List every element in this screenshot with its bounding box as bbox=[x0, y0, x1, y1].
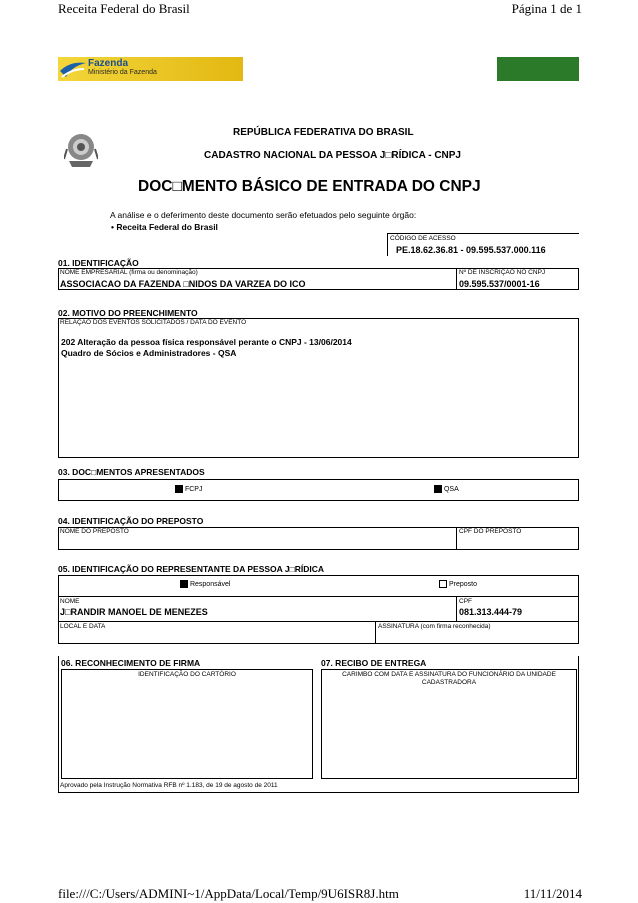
rep-name-label: NOME bbox=[60, 598, 80, 605]
fcpj-label: FCPJ bbox=[184, 485, 203, 493]
preposto-name-label: NOME DO PREPOSTO bbox=[60, 528, 129, 535]
receipt-label-2: CADASTRADORA bbox=[421, 679, 477, 686]
access-code-value: PE.18.62.36.81 - 09.595.537.000.116 bbox=[396, 245, 546, 255]
section-02-title: 02. MOTIVO DO PREENCHIMENTO bbox=[58, 308, 198, 318]
section-05-hline-1 bbox=[59, 596, 578, 597]
section-03-box bbox=[58, 479, 579, 501]
rep-cpf-value: 081.313.444-79 bbox=[459, 607, 523, 617]
section-02-box bbox=[58, 318, 579, 458]
doc-option-qsa bbox=[434, 485, 459, 493]
section-01-box bbox=[58, 268, 579, 290]
notary-box bbox=[61, 669, 313, 779]
cnpj-title: CADASTRO NACIONAL DA PESSOA J□RÍDICA - CNPJ bbox=[204, 150, 461, 161]
company-name-value: ASSOCIACAO DA FAZENDA □NIDOS DA VARZEA DO ICO bbox=[60, 279, 306, 289]
doc-option-fcpj bbox=[175, 485, 202, 493]
section-04-box bbox=[58, 527, 579, 550]
section-06-title: 06. RECONHECIMENTO DE FIRMA bbox=[61, 658, 201, 668]
notary-label: IDENTIFICAÇÃO DO CARTÓRIO bbox=[138, 671, 236, 678]
preposto-checkbox bbox=[439, 580, 447, 588]
print-header-page: Página 1 de 1 bbox=[511, 1, 582, 16]
print-header-title: Receita Federal do Brasil bbox=[58, 1, 190, 16]
rep-option-preposto bbox=[439, 580, 477, 588]
fazenda-logo bbox=[58, 57, 243, 81]
section-07-title: 07. RECIBO DE ENTREGA bbox=[321, 658, 427, 668]
event-line-1: 202 Alteração da pessoa física responsável perante o CNPJ - 13/06/2014 bbox=[61, 337, 352, 347]
section-05-title: 05. IDENTIFICAÇÃO DO REPRESENTANTE DA PESSOA J□RÍDICA bbox=[58, 564, 324, 574]
fazenda-star-icon bbox=[58, 57, 88, 81]
place-date-label: LOCAL E DATA bbox=[60, 623, 106, 630]
responsavel-checkbox bbox=[180, 580, 188, 588]
document-title: DOC□MENTO BÁSICO DE ENTRADA DO CNPJ bbox=[138, 178, 481, 195]
section-05-hline-2 bbox=[59, 621, 578, 622]
cnpj-number-label: Nº DE INSCRIÇÃO NO CNPJ bbox=[459, 269, 546, 276]
logo-title: Fazenda bbox=[88, 58, 129, 69]
event-line-2: Quadro de Sócios e Administradores - QSA bbox=[61, 348, 237, 358]
print-footer-date: 11/11/2014 bbox=[523, 886, 582, 901]
access-code-box bbox=[387, 233, 579, 256]
company-name-label: NOME EMPRESARIAL (firma ou denominação) bbox=[60, 269, 198, 276]
bottom-rule bbox=[58, 792, 579, 793]
receipt-box bbox=[321, 669, 577, 779]
section-05-vline-2 bbox=[375, 621, 376, 643]
brand-bar bbox=[497, 57, 579, 81]
fcpj-checkbox bbox=[175, 485, 183, 493]
rep-name-value: J□RANDIR MANOEL DE MENEZES bbox=[60, 607, 208, 617]
preposto-label: Preposto bbox=[448, 580, 477, 588]
section-01-divider bbox=[456, 269, 457, 289]
preposto-cpf-label: CPF DO PREPOSTO bbox=[459, 528, 522, 535]
print-footer-url: file:///C:/Users/ADMINI~1/AppData/Local/Temp/9U6ISR8J.htm bbox=[58, 886, 399, 901]
section-03-title: 03. DOC□MENTOS APRESENTADOS bbox=[58, 467, 205, 477]
access-code-label: CÓDIGO DE ACESSO bbox=[390, 235, 456, 242]
section-01-title: 01. IDENTIFICAÇÃO bbox=[58, 258, 139, 268]
rep-option-responsavel bbox=[180, 580, 230, 588]
events-label: RELAÇÃO DOS EVENTOS SOLICITADOS / DATA DO EVENTO bbox=[60, 319, 247, 326]
qsa-label: QSA bbox=[443, 485, 459, 493]
responsavel-label: Responsável bbox=[189, 580, 231, 588]
section-04-divider bbox=[456, 528, 457, 549]
organ-item: • Receita Federal do Brasil bbox=[111, 222, 218, 232]
approval-text: Aprovado pela Instrução Normativa RFB nº 1.183, de 19 de agosto de 2011 bbox=[60, 782, 278, 789]
rep-cpf-label: CPF bbox=[459, 598, 472, 605]
republic-title: REPÚBLICA FEDERATIVA DO BRASIL bbox=[233, 127, 414, 138]
receipt-label-1: CARIMBO COM DATA E ASSINATURA DO FUNCIONÁRIO DA UNIDADE bbox=[342, 671, 556, 678]
organ-name: Receita Federal do Brasil bbox=[116, 222, 218, 232]
section-05-vline-1 bbox=[456, 596, 457, 621]
intro-text: A análise e o deferimento deste documento serão efetuados pelo seguinte órgão: bbox=[110, 210, 417, 220]
cnpj-number-value: 09.595.537/0001-16 bbox=[459, 279, 540, 289]
section-05-box bbox=[58, 575, 579, 644]
logo-subtitle: Ministério da Fazenda bbox=[88, 69, 157, 76]
qsa-checkbox bbox=[434, 485, 442, 493]
coat-of-arms-icon bbox=[64, 131, 98, 169]
signature-label: ASSINATURA (com firma reconhecida) bbox=[378, 623, 491, 630]
section-04-title: 04. IDENTIFICAÇÃO DO PREPOSTO bbox=[58, 516, 204, 526]
